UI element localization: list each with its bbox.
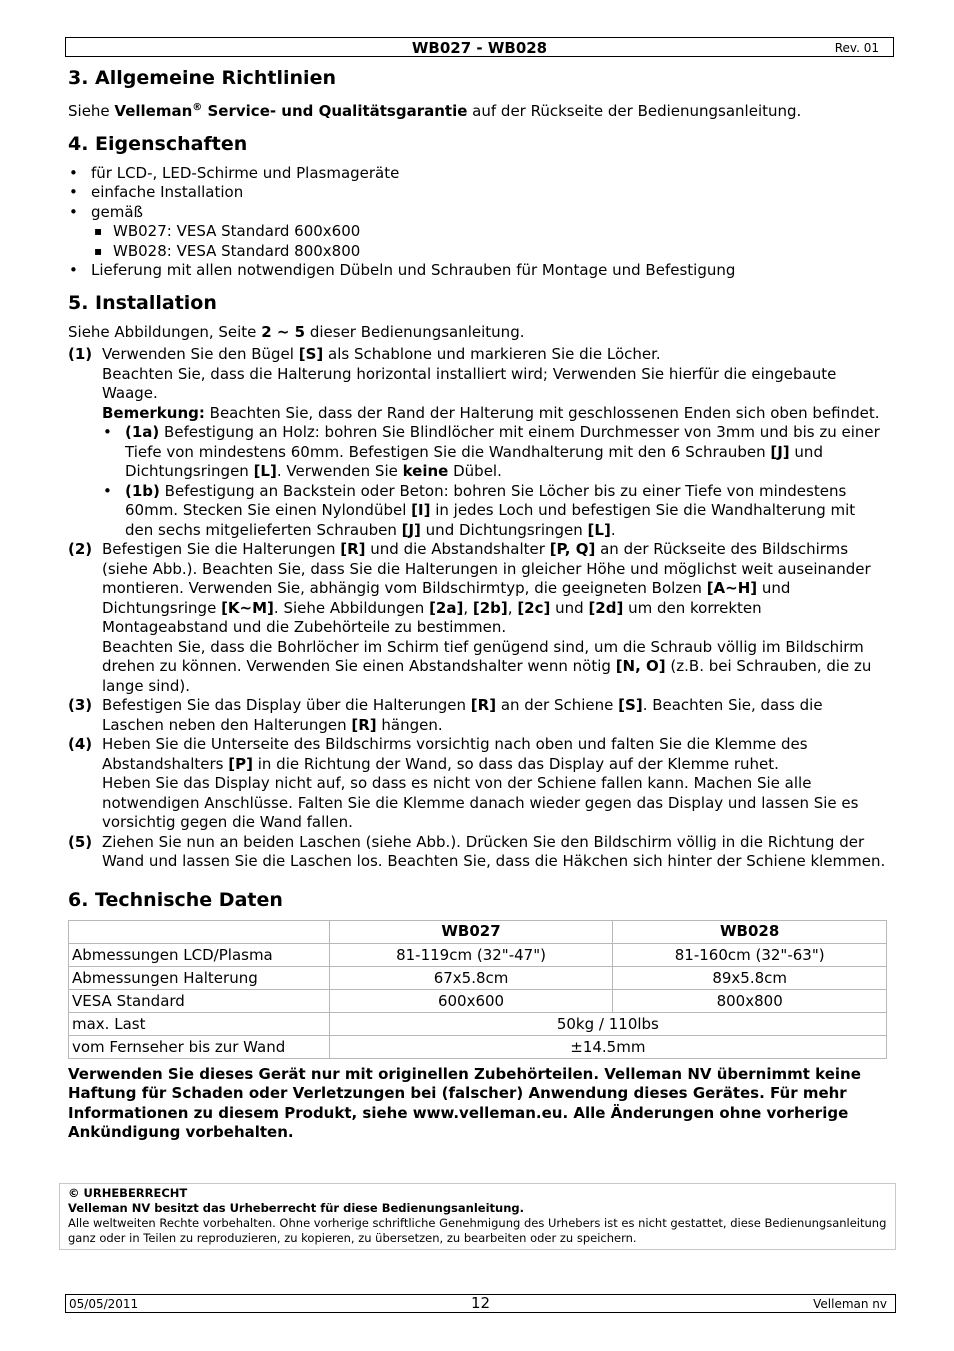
figure-ref: [2b]	[472, 598, 508, 617]
table-cell: 600x600	[329, 989, 613, 1012]
text: Befestigen Sie die Halterungen	[102, 540, 341, 558]
list-item: • gemäß	[68, 203, 888, 223]
row-label: max. Last	[69, 1012, 330, 1035]
text: Heben Sie die Unterseite des Bildschirms vorsichtig nach oben und falten Sie die Klemme des Abstandshalters	[102, 735, 808, 773]
step-4	[68, 735, 888, 833]
feature-list	[68, 164, 888, 223]
step-number: (4)	[68, 735, 93, 753]
section-heading: 6. Technische Daten	[68, 888, 283, 911]
text: Siehe	[68, 102, 115, 120]
step-text	[102, 540, 888, 638]
step-note	[102, 404, 888, 424]
text: . Beachten Sie, dass die Laschen neben den Halterungen	[102, 696, 823, 734]
step-1	[68, 345, 888, 540]
footer-company: Velleman nv	[813, 1297, 887, 1311]
table-row	[69, 943, 887, 966]
table-cell: ±14.5mm	[329, 1035, 886, 1058]
table-cell: 81-119cm (32"-47")	[329, 943, 613, 966]
list-item: • einfache Installation	[68, 183, 888, 203]
step-text	[102, 696, 888, 735]
part-ref: [J]	[401, 520, 421, 539]
spec-table	[68, 920, 887, 1059]
text: an der Schiene	[496, 696, 619, 714]
text: auf der Rückseite der Bedienungsanleitung.	[467, 102, 802, 120]
section-heading: 5. Installation	[68, 291, 217, 314]
note-label: Bemerkung:	[102, 403, 205, 422]
figure-ref: [2d]	[588, 598, 624, 617]
table-row	[69, 1035, 887, 1058]
substep-label: (1a)	[125, 423, 160, 441]
part-ref: [R]	[340, 540, 366, 558]
text: Befestigung an Backstein oder Beton: bohren Sie Löcher bis zu einer Tiefe von mindestens 60mm. Stecken Sie einen Nylondübel	[125, 481, 847, 519]
text: Befestigung an Holz: bohren Sie Blindlöcher mit einem Durchmesser von 3mm und bis zu einer Tiefe von mindestens 60mm. Befestigen Sie die Wandhalterung mit den 6 Schrauben	[125, 423, 880, 461]
row-label: Abmessungen LCD/Plasma	[69, 943, 330, 966]
part-ref: [S]	[618, 696, 643, 714]
part-ref: [R]	[351, 715, 377, 734]
table-header-row	[69, 920, 887, 943]
table-row	[69, 966, 887, 989]
section-technical-data	[68, 888, 888, 1143]
footer-date: 05/05/2011	[69, 1297, 139, 1311]
table-cell: 67x5.8cm	[329, 966, 613, 989]
table-row	[69, 1012, 887, 1035]
section-general	[68, 66, 888, 122]
step-text: Ziehen Sie nun an beiden Laschen (siehe Abb.). Drücken Sie den Bildschirm völlig in die Richtung der Wand und lassen Sie die Laschen los. Beachten Sie, dass die Häkchen sich hinter der Schiene klemmen.	[102, 832, 886, 870]
list-item: • Lieferung mit allen notwendigen Dübeln und Schrauben für Montage und Befestigung	[68, 261, 888, 281]
substep-1a	[102, 423, 888, 482]
vesa-sublist	[68, 222, 888, 261]
part-ref: [K~M]	[221, 598, 274, 617]
part-ref: [A~H]	[706, 579, 758, 597]
table-cell: 50kg / 110lbs	[329, 1012, 886, 1035]
step-text	[102, 735, 888, 774]
registered-mark: ®	[192, 102, 203, 113]
row-label: Abmessungen Halterung	[69, 966, 330, 989]
column-header: WB028	[613, 920, 887, 943]
step-text: Heben Sie das Display nicht auf, so dass es nicht von der Schiene fallen kann. Machen Sie alle notwendigen Anschlüsse. Falten Sie die Klemme danach wieder gegen das Display und lassen Sie es vorsichtig gegen die Wand fallen.	[102, 774, 859, 831]
step-2	[68, 540, 888, 696]
text: Verwenden Sie den Bügel	[102, 345, 299, 363]
text: . Verwenden Sie	[276, 462, 403, 480]
section-heading: 4. Eigenschaften	[68, 132, 248, 155]
substep-1b	[102, 482, 888, 541]
copyright-heading: © URHEBERRECHT	[68, 1186, 188, 1200]
part-ref: [R]	[470, 696, 497, 714]
text: und Dichtungsringen	[125, 442, 823, 480]
step-number: (5)	[68, 832, 93, 851]
part-ref: [P]	[228, 754, 253, 773]
page-range: 2 ~ 5	[261, 322, 306, 341]
text: Beachten Sie, dass die Bohrlöcher im Schirm tief genügend sind, um die Schraub völlig im Bildschirm drehen zu können. Verwenden Sie einen Abstandshalter wenn nötig	[102, 637, 864, 675]
copyright-title	[68, 1186, 887, 1201]
text: Beachten Sie, dass der Rand der Halterung mit geschlossenen Enden sich oben befindet.	[204, 403, 880, 422]
step-number: (2)	[68, 540, 93, 558]
section-features	[68, 132, 888, 281]
step-5	[68, 833, 888, 872]
text: in jedes Loch und befestigen Sie die Wandhalterung mit den sechs mitgelieferten Schrauben	[125, 501, 856, 539]
copyright-owner-text: Velleman NV besitzt das Urheberrecht für diese Bedienungsanleitung.	[68, 1201, 525, 1215]
page-number: 12	[470, 1294, 491, 1312]
part-ref: [L]	[253, 462, 277, 480]
part-ref: [S]	[298, 345, 324, 363]
page-footer	[65, 1294, 896, 1313]
step-number: (1)	[68, 345, 93, 363]
sublist-item: ▪ WB028: VESA Standard 800x800	[68, 242, 888, 262]
document-body	[68, 66, 888, 1143]
column-header	[69, 920, 330, 943]
part-ref: [P, Q]	[549, 540, 596, 558]
step-3	[68, 696, 888, 735]
brand-name: Velleman	[114, 102, 193, 120]
substep-label: (1b)	[125, 481, 160, 500]
header-revision: Rev. 01	[834, 41, 879, 55]
feature-list	[68, 261, 888, 281]
text: an der Rückseite des Bildschirms (siehe Abb.). Beachten Sie, dass Sie die Halterungen in gleicher Höhe und möglichst weit auseinander montieren. Verwenden Sie, abhängig vom Bildschirmtyp, die geeigneten Bolzen	[102, 540, 871, 597]
copyright-box	[59, 1183, 896, 1250]
step-number: (3)	[68, 696, 93, 714]
header-title: WB027 - WB028	[411, 39, 548, 57]
guarantee-name: Service- und Qualitätsgarantie	[202, 102, 468, 120]
column-header: WB027	[329, 920, 613, 943]
text: und	[550, 598, 589, 617]
table-cell: 800x800	[613, 989, 887, 1012]
text: . Siehe Abbildungen	[273, 598, 430, 617]
part-ref: [J]	[770, 442, 790, 461]
sublist-item: ▪ WB027: VESA Standard 600x600	[68, 222, 888, 242]
text: Befestigen Sie das Display über die Halterungen	[102, 696, 471, 714]
row-label: vom Fernseher bis zur Wand	[69, 1035, 330, 1058]
list-item: • für LCD-, LED-Schirme und Plasmageräte	[68, 164, 888, 184]
text: dieser Bedienungsanleitung.	[305, 322, 525, 341]
table-row	[69, 989, 887, 1012]
usage-warning: Verwenden Sie dieses Gerät nur mit originellen Zubehörteilen. Velleman NV übernimmt keine Haftung für Schaden oder Verletzungen bei (falscher) Anwendung dieses Gerätes. Für mehr Informationen zu diesem Produkt, siehe www.velleman.eu. Alle Änderungen ohne vorherige Ankündigung vorbehalten.	[68, 1064, 861, 1141]
emphasis: keine	[402, 462, 449, 480]
text: (z.B. bei Schrauben, die zu lange sind).	[102, 657, 872, 695]
step-text	[102, 345, 888, 365]
section-heading: 3. Allgemeine Richtlinien	[68, 67, 336, 89]
step-text: Beachten Sie, dass die Halterung horizontal installiert wird; Verwenden Sie hierfür die eingebaute Waage.	[102, 364, 837, 402]
row-label: VESA Standard	[69, 989, 330, 1012]
text: ,	[463, 598, 473, 617]
text: um den korrekten Montageabstand und die Zubehörteile zu bestimmen.	[102, 598, 762, 636]
section-installation	[68, 291, 888, 872]
section-intro	[68, 323, 888, 343]
text: ,	[507, 598, 518, 617]
text: .	[610, 520, 616, 539]
page-header	[65, 37, 894, 57]
text: Dübel.	[448, 462, 502, 480]
text: hängen.	[376, 715, 443, 734]
figure-ref: [2c]	[517, 598, 551, 617]
text: und die Abstandshalter	[365, 540, 550, 558]
text: als Schablone und markieren Sie die Löcher.	[323, 345, 661, 363]
section-paragraph	[68, 98, 888, 122]
copyright-text: Alle weltweiten Rechte vorbehalten. Ohne vorherige schriftliche Genehmigung des Urhebers ist es nicht gestattet, diese Bedienungsanleitung ganz oder in Teilen zu reproduzieren, zu kopieren, zu übersetzen, zu bearbeiten oder zu speichern.	[68, 1216, 887, 1245]
part-ref: [N, O]	[615, 657, 666, 675]
part-ref: [L]	[587, 520, 611, 539]
table-cell: 81-160cm (32"-63")	[613, 943, 887, 966]
text: und Dichtungsringen	[420, 520, 588, 539]
step-text	[102, 638, 888, 697]
part-ref: [I]	[411, 501, 431, 519]
copyright-owner	[68, 1201, 887, 1216]
text: und Dichtungsringe	[102, 579, 791, 617]
figure-ref: [2a]	[429, 598, 464, 617]
substep-list	[102, 423, 888, 540]
text: in die Richtung der Wand, so dass das Display auf der Klemme ruhet.	[252, 754, 779, 773]
text: Siehe Abbildungen, Seite	[68, 322, 262, 341]
table-cell: 89x5.8cm	[613, 966, 887, 989]
